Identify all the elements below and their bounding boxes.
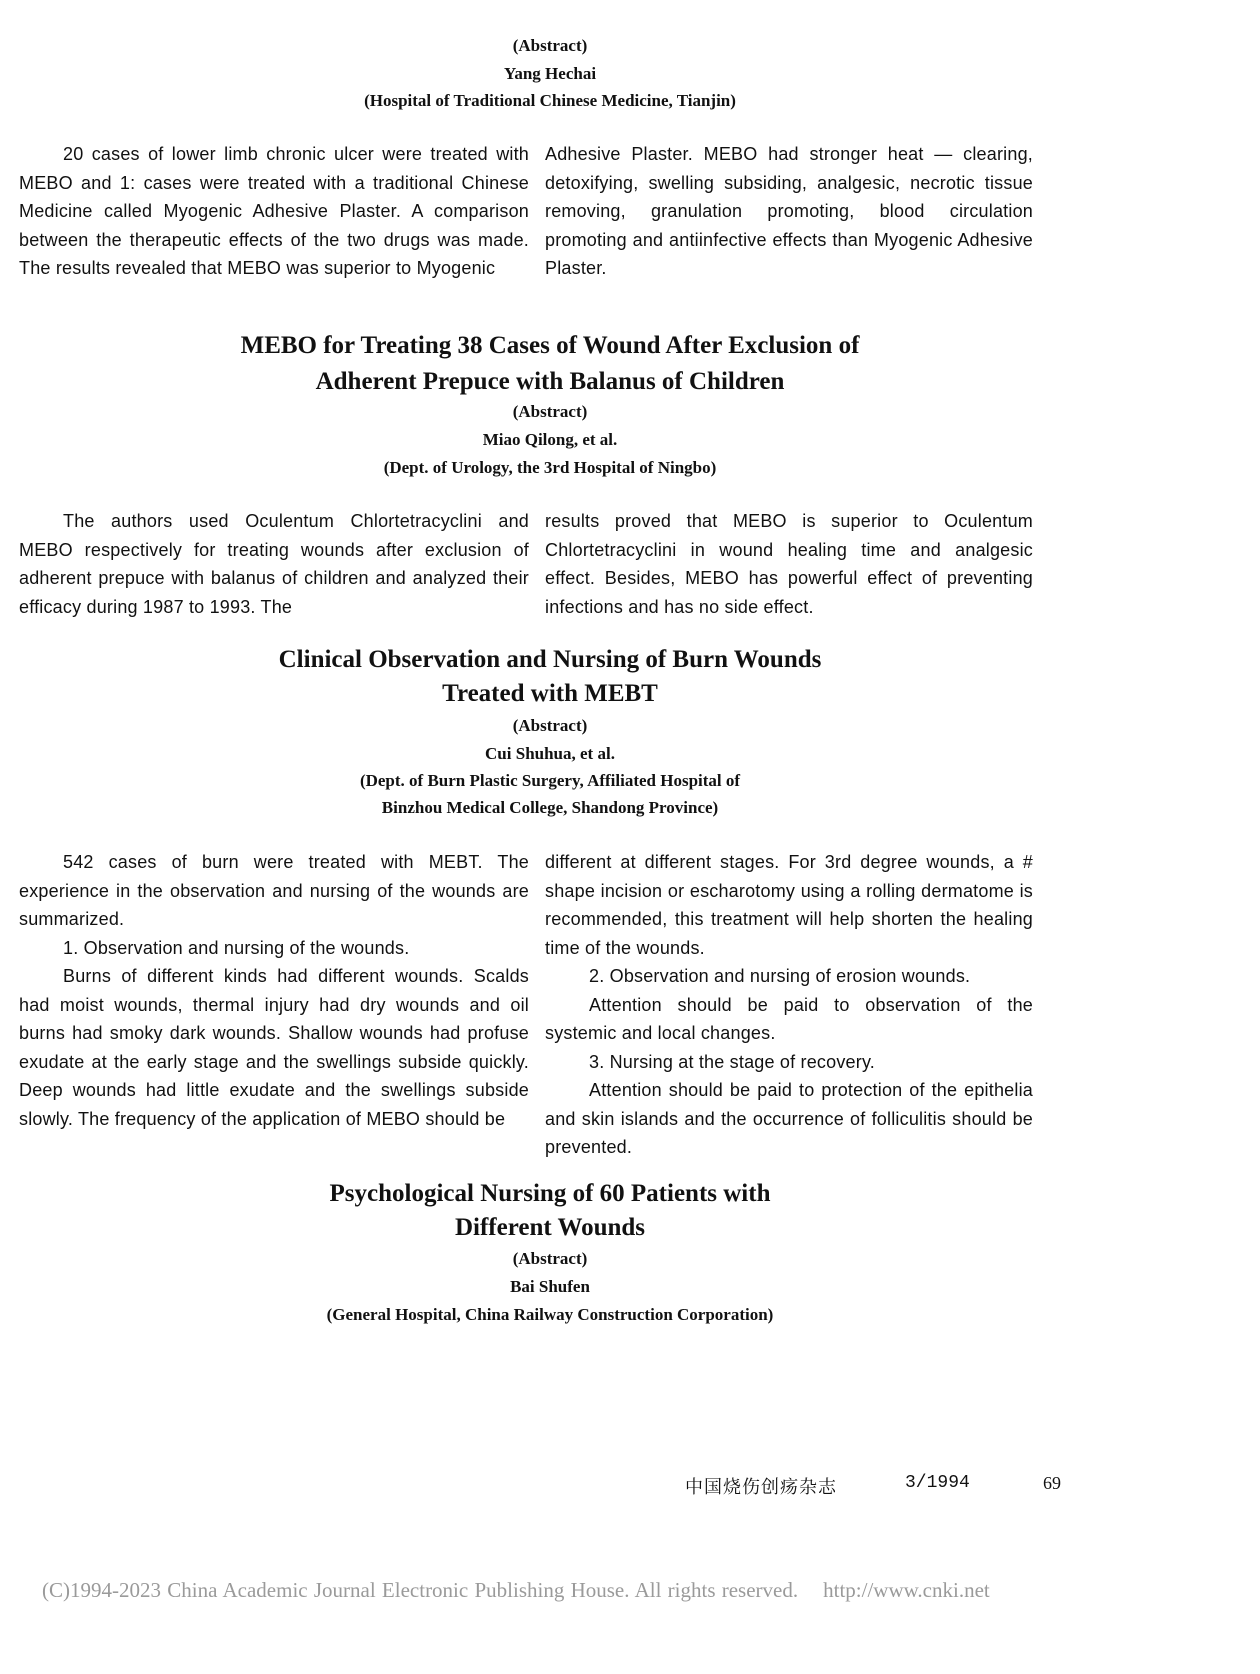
article4-author: Bai Shufen <box>510 1277 590 1296</box>
article1-author: Yang Hechai <box>503 64 597 83</box>
article3-left-heading: 1. Observation and nursing of the wounds. <box>63 937 410 958</box>
copyright-notice: (C)1994-2023 China Academic Journal Electronic Publishing House. All rights reserved. http://www.cnki.net <box>42 1578 990 1602</box>
article3-right-heading: 3. Nursing at the stage of recovery. <box>589 1051 876 1072</box>
article4-title-line2: Different Wounds <box>454 1214 646 1241</box>
article3-right-column <box>545 848 1033 1162</box>
article2-title-line1: MEBO for Treating 38 Cases of Wound After Exclusion of <box>240 332 860 359</box>
article3-right-paragraph: different at different stages. For 3rd degree wounds, a # shape incision or escharotomy using a rolling dermatome is recommended, this treatment will help shorten the healing time of the wounds. <box>545 852 1033 958</box>
footer-page-number: 69 <box>1043 1473 1061 1493</box>
article2-author: Miao Qilong, et al. <box>482 430 618 449</box>
article2-left-text: The authors used Oculentum Chlortetracyclini and MEBO respectively for treating wounds after exclusion of adherent prepuce with balanus of children and analyzed their efficacy during 1987 to 1993. The <box>19 511 529 617</box>
article1-right-text: Adhesive Plaster. MEBO had stronger heat — clearing, detoxifying, swelling subsiding, analgesic, necrotic tissue removing, granulation promoting, blood circulation promoting and antiinfective effects than Myogenic Adhesive Plaster. <box>545 144 1033 278</box>
article3-title-line1: Clinical Observation and Nursing of Burn Wounds <box>278 646 822 673</box>
article3-title-line2: Treated with MEBT <box>442 680 658 707</box>
footer-journal-name: 中国烧伤创疡杂志 <box>685 1477 837 1498</box>
article3-right-paragraph: Attention should be paid to observation of the systemic and local changes. <box>545 994 1033 1043</box>
footer-issue: 3/1994 <box>905 1473 970 1493</box>
article2-right-text: results proved that MEBO is superior to Oculentum Chlortetracyclini in wound healing time and analgesic effect. Besides, MEBO has powerful effect of preventing infections and has no side effect. <box>545 511 1033 617</box>
article1-right-column <box>545 140 1033 283</box>
article3-left-column <box>19 848 529 1133</box>
article1-affiliation: (Hospital of Traditional Chinese Medicine, Tianjin) <box>364 91 736 110</box>
article4-affiliation: (General Hospital, China Railway Construction Corporation) <box>326 1305 774 1324</box>
article3-abstract-label: (Abstract) <box>512 716 588 735</box>
article3-author: Cui Shuhua, et al. <box>485 744 615 763</box>
article3-right-heading: 2. Observation and nursing of erosion wounds. <box>589 966 971 986</box>
article3-right-paragraph: Attention should be paid to protection of the epithelia and skin islands and the occurrence of folliculitis should be prevented. <box>545 1080 1033 1157</box>
article2-affiliation: (Dept. of Urology, the 3rd Hospital of Ningbo) <box>383 458 717 477</box>
article3-left-paragraph: Burns of different kinds had different wounds. Scalds had moist wounds, thermal injury had dry wounds and oil burns had smoky dark wounds. Shallow wounds had profuse exudate at the early stage and the swellings subside quickly. Deep wounds had little exudate and the swellings subside slowly. The frequency of the application of MEBO should be <box>19 966 529 1129</box>
article2-right-column <box>545 507 1033 621</box>
article4-abstract-label: (Abstract) <box>512 1249 588 1268</box>
article4-title-line1: Psychological Nursing of 60 Patients with <box>329 1180 771 1207</box>
article2-title-line2: Adherent Prepuce with Balanus of Children <box>315 368 785 395</box>
article2-abstract-label: (Abstract) <box>512 402 588 421</box>
article3-affiliation-line1: (Dept. of Burn Plastic Surgery, Affiliated Hospital of <box>359 771 741 790</box>
article2-left-column <box>19 507 529 621</box>
article1-left-text: 20 cases of lower limb chronic ulcer were treated with MEBO and 1: cases were treated with a traditional Chinese Medicine called Myogenic Adhesive Plaster. A comparison between the therapeutic effects of the two drugs was made. The results revealed that MEBO was superior to Myogenic <box>19 144 529 278</box>
article1-left-column <box>19 140 529 283</box>
article3-left-paragraph: 542 cases of burn were treated with MEBT. The experience in the observation and nursing of the wounds are summarized. <box>19 852 529 929</box>
article3-affiliation-line2: Binzhou Medical College, Shandong Province) <box>381 798 719 817</box>
article1-abstract-label: (Abstract) <box>512 36 588 55</box>
